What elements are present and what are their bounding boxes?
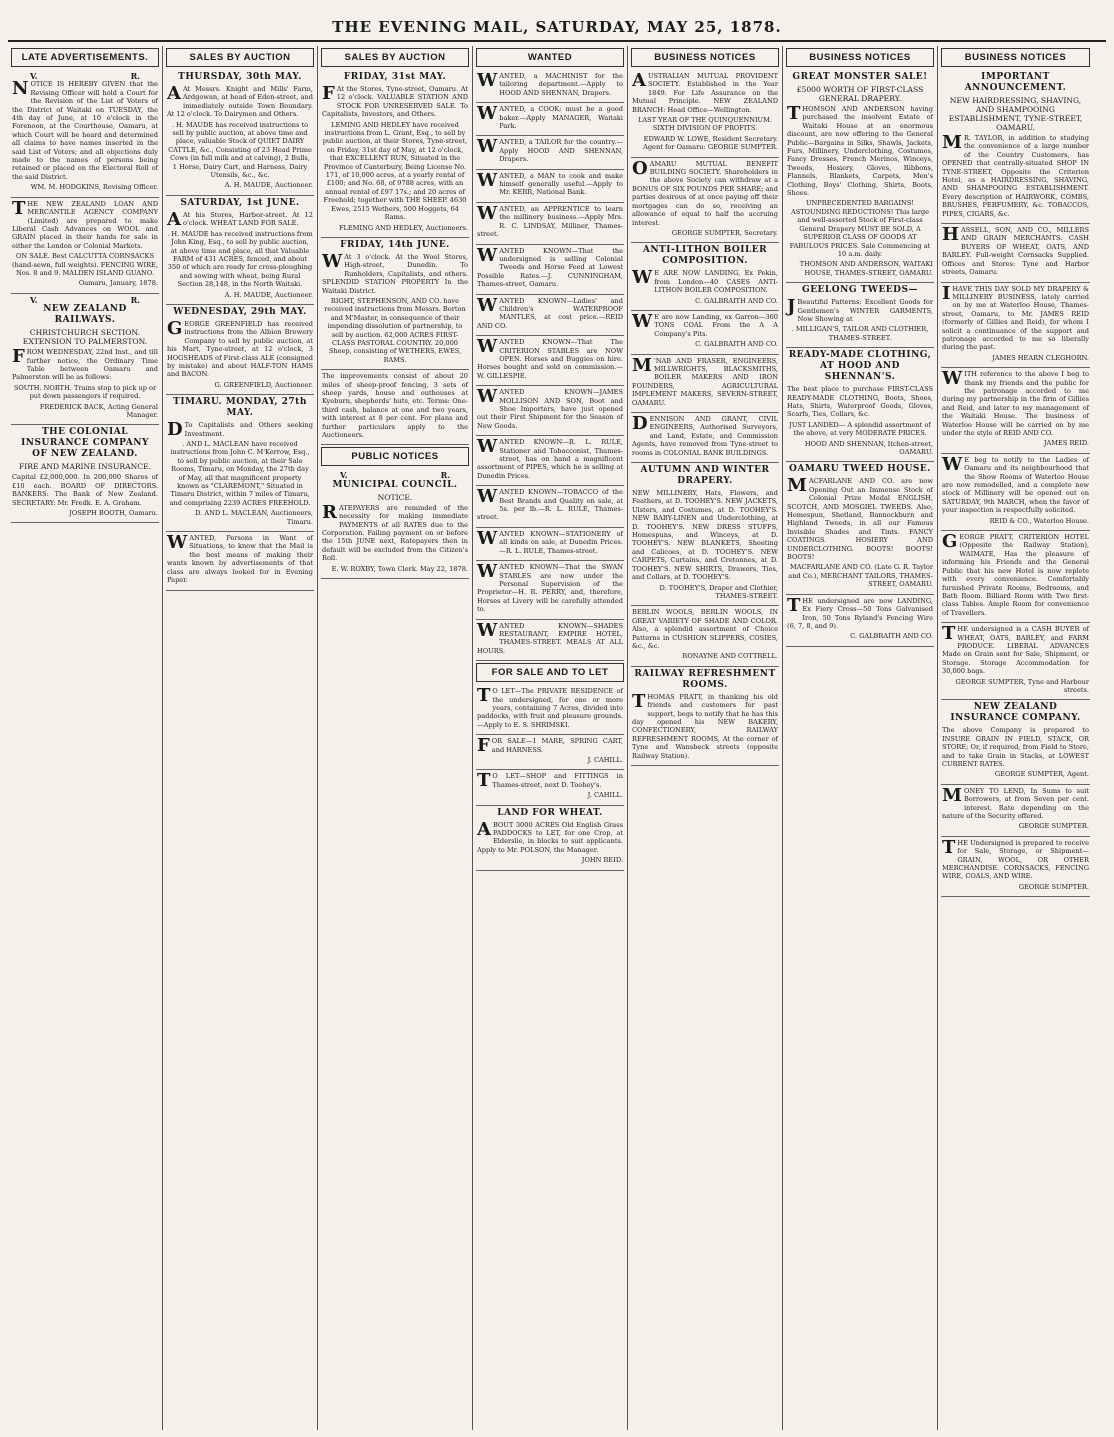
ad-subtitle: CHRISTCHURCH SECTION. EXTENSION TO PALMERSTON. [22, 328, 148, 347]
ad-body: WANTED KNOWN—JAMES MOLLISON AND SON, Boot and Shoe Importers, have just opened out their First Shipment for the Season of New Goods. [477, 386, 623, 430]
ad-detail: UNPRECEDENTED BARGAINS! ASTOUNDING REDUCTIONS! This large and well-assorted Stock of First-class General Drapery MUST BE SOLD, A SUPERIOR CLASS OF GOODS AT FABULOUS PRICES. Sale Commencing at 10 a.m. daily. [789, 199, 931, 258]
ad-body: WANTED, a MACHINIST for the tailoring department.—Apply to HOOD AND SHENNAN, Drapers. [477, 70, 623, 97]
ad-title: TIMARU. MONDAY, 27th MAY. [173, 397, 307, 419]
ad-signature: C. GALBRAITH AND CO. [850, 632, 933, 641]
column-heading: BUSINESS NOTICES [941, 48, 1090, 67]
advertisement [321, 70, 469, 238]
advertisement [941, 368, 1090, 454]
column-2 [163, 46, 318, 1430]
ad-detail: . AND L. MACLEAN have received instructions from John C. M'Kerrow, Esq., to sell by public auction, at their Sale Rooms, Timaru, on Monday, the 27th day of May, all that magnificent property known as "CLAREMONT," Situated in Timaru District, within 7 miles of Timaru, and comprising 2239 ACRES FREEHOLD. [169, 440, 311, 507]
ad-body: W At 3 o'clock. At the Wool Stores, High-street, Dunedin. To Runholders, Capitalists, and others. SPLENDID STATION PROPERTY In the Waitaki District. [322, 250, 468, 295]
column-heading: SALES BY AUCTION [166, 48, 314, 67]
advertisement [631, 413, 779, 463]
ad-body: AUSTRALIAN MUTUAL PROVIDENT SOCIETY. Established in the Year 1849. For Life Assurance on the Mutual Principle. NEW ZEALAND BRANCH: Head Office—Wellington. [632, 70, 778, 114]
advertisement [476, 806, 624, 871]
ad-signature: GEORGE SUMPTER, Agent. [994, 770, 1089, 779]
advertisement [476, 386, 624, 436]
column-6 [783, 46, 938, 1430]
column-3 [318, 46, 473, 1430]
ad-signature: THOMSON AND ANDERSON, WAITAKI HOUSE, THAMES-STREET, OAMARU. [799, 260, 933, 277]
ad-body: D To Capitalists and Others seeking Investment. [167, 419, 313, 441]
ad-body: THE Undersigned is prepared to receive for Sale, Storage, or Shipment—GRAIN, WOOL, OR OTHER MERCHANDISE. CORNSACKS, FENCING WIRE, COALS, AND WIRE. [942, 836, 1089, 881]
ad-body: W E are now Landing, ex Garron—360 TONS COAL From the A A Company's Pits. [632, 310, 778, 338]
drop-capital: T [942, 623, 956, 645]
advertisement [786, 283, 934, 348]
drop-capital: F [322, 83, 335, 104]
drop-capital: M [632, 354, 652, 376]
ad-body: HASSELL, SON, AND CO., MILLERS AND GRAIN MERCHANTS. CASH BUYERS OF WHEAT, OATS, AND BARLEY. Full-weight Cornsacks Supplied. Offices and Stores: Tyne and Harbor streets, Oamaru. [942, 224, 1089, 277]
ad-signature: J. CAHILL. [587, 791, 623, 800]
column-4 [473, 46, 628, 1430]
vr-crest [322, 471, 468, 479]
ad-signature: A. H. MAUDE, Auctioneer. [224, 290, 313, 299]
advertisement [166, 532, 314, 590]
ad-body: NEW MILLINERY, Hats, Flowers, and Feathers, at D. TOOHEY'S. NEW JACKETS, Ulsters, and Costumes, at D. TOOHEY'S. NEW BABY-LINEN and Underclothing, at D. TOOHEY'S. NEW DRESS STUFFS, Homespuns, and Winceys, at D. TOOHEY'S. NEW BLANKETS, Sheeting and Calicoes, at D. TOOHEY'S. NEW CARPETS, Curtains, and Cretonnes, at D. TOOHEY'S. NEW SHIRTS, Drawers, Ties, and Collars, at D. TOOHEY'S. [632, 489, 778, 582]
vr-letter: V. [30, 71, 38, 81]
column-heading: WANTED [476, 48, 624, 67]
drop-capital: O [632, 157, 648, 179]
advertisement [631, 355, 779, 413]
ad-signature: D. TOOHEY'S, Draper and Clothier, THAMES-STREET. [659, 583, 778, 600]
ad-body: WANTED KNOWN—That the undersigned is selling Colonial Tweeds and Horse Feed at Lowest Possible Rates.—J. CUNNINGHAM, Thames-street, Oamaru. [477, 244, 623, 289]
ad-signature: JAMES HEARN CLEGHORN. [992, 353, 1089, 362]
advertisement [11, 198, 159, 294]
ad-subtitle: NOTICE. [377, 492, 413, 502]
ad-body: THE NEW ZEALAND LOAN AND MERCANTILE AGENCY COMPANY (Limited) are prepared to make Liberal Cash Advances on WOOL and GRAIN placed in their hands for sale in either the London or Colonial Markets. [12, 197, 158, 250]
advertisement [476, 770, 624, 805]
advertisement [941, 70, 1090, 224]
drop-capital: W [942, 368, 963, 390]
drop-capital: T [477, 770, 491, 792]
drop-capital: A [167, 83, 181, 104]
ad-title: SATURDAY, 1st JUNE. [180, 197, 300, 208]
drop-capital: N [12, 78, 29, 100]
advertisement [476, 486, 624, 528]
ad-signature: RONAYNE AND COTTRELL. [682, 652, 778, 661]
ad-body: A At his Stores, Harbor-street. At 12 o'clock. WHEAT LAND FOR SALE. [167, 208, 313, 230]
advertisement [476, 561, 624, 619]
drop-capital: W [477, 527, 498, 549]
advertisement [631, 606, 779, 666]
advertisement [786, 70, 934, 283]
drop-capital: G [942, 531, 958, 553]
drop-capital: H [942, 224, 960, 246]
ad-body: WANTED KNOWN—That the SWAN STABLES are now under the Personal Supervision of the Proprietor—H. R. PERRY, and, therefore, Horses at Livery will be carefully attended to. [477, 561, 623, 614]
drop-capital: T [632, 690, 646, 712]
ad-body: WANTED KNOWN—That The CRITERION STABLES are NOW OPEN. Horses and Buggies on hire. Horses bought and sold on commission.—W. GILLESPIE. [477, 336, 623, 380]
advertisement [786, 462, 934, 594]
column-heading: BUSINESS NOTICES [631, 48, 779, 67]
column-heading: BUSINESS NOTICES [786, 48, 934, 67]
drop-capital: W [477, 386, 498, 408]
advertisement [476, 336, 624, 386]
drop-capital: T [477, 685, 491, 707]
drop-capital: W [477, 70, 498, 91]
drop-capital: W [477, 436, 498, 458]
drop-capital: D [632, 413, 648, 434]
advertisement [941, 837, 1090, 897]
advertisement [11, 294, 159, 426]
advertisement [476, 295, 624, 337]
drop-capital: A [167, 208, 181, 230]
drop-capital: W [477, 619, 498, 641]
ad-title: OAMARU TWEED HOUSE. [789, 464, 931, 475]
advertisement [631, 667, 779, 766]
ad-body: MACFARLANE AND CO. are now Opening Out an Immense Stock of Colonial Prize Medal ENGLISH, SCOTCH, AND MOSGIEL TWEEDS. Also, Homespun, Shetland, Bannockburn and Highland Tweeds, in all our Famous Invisible Shades and Tints. FANCY COATINGS. HOSIERY AND UNDERCLOTHING. BOOTS! BOOTS! BOOTS! [787, 475, 933, 562]
drop-capital: J [787, 296, 796, 318]
advertisement [476, 620, 624, 662]
ad-title: GREAT MONSTER SALE! [792, 72, 928, 82]
advertisement [476, 70, 624, 103]
drop-capital: W [477, 169, 498, 191]
ad-detail: ON SALE. Best CALCUTTA CORNSACKS (hand-sewn, full weights). FENCING WIRE, Nos. 8 and 9. MALDEN ISLAND GUANO. [12, 252, 158, 277]
masthead [0, 0, 1114, 44]
advertisement [476, 245, 624, 295]
column-heading: SALES BY AUCTION [321, 48, 469, 67]
drop-capital: G [167, 317, 183, 339]
drop-capital: W [477, 103, 498, 125]
advertisement [631, 158, 779, 244]
ad-body: DENNISON AND GRANT, CIVIL ENGINEERS, Authorised Surveyors, and Land, Estate, and Commission Agents, have removed from Tyne-street to rooms in COLONIAL BANK BUILDINGS. [632, 413, 778, 457]
advertisement [476, 170, 624, 203]
advertisement [476, 103, 624, 136]
ad-body: J Beautiful Patterns: Excellent Goods for Gentlemen's WINTER GARMENTS, Now Showing at [787, 296, 933, 323]
ad-title: IMPORTANT ANNOUNCEMENT. [964, 72, 1067, 93]
ad-signature: D. AND L. MACLEAN, Auctioneers, Timaru. [195, 509, 313, 526]
drop-capital: M [942, 132, 962, 153]
drop-capital: W [477, 294, 498, 316]
ad-body: Capital £2,000,000. In 200,000 Shares of £10 each. BOARD OF DIRECTORS. BANKERS: The Bank of New Zealand. SECRETARY: Mr. Fredk. E. A. Graham. [12, 473, 158, 507]
advertisement [476, 203, 624, 245]
vr-letter: V. [30, 294, 38, 305]
advertisement [476, 528, 624, 561]
ad-detail: SOUTH. NORTH. Trains stop to pick up or put down passengers if required. [13, 383, 157, 401]
ad-detail: RIGHT, STEPHENSON, AND CO. have received instructions from Messrs. Borton and M'Master, in consequence of their impending dissolution of partnership, to sell by auction. 62,000 ACRES FIRST-CLASS PASTORAL COUNTRY. 20,000 Sheep, consisting of WETHERS, EWES, RAMS. [324, 296, 466, 364]
drop-capital: T [787, 594, 801, 616]
section-heading: FOR SALE AND TO LET [476, 663, 624, 682]
advertisement [321, 370, 469, 445]
advertisement [786, 348, 934, 462]
advertisement [321, 238, 469, 370]
newspaper-columns [8, 46, 1106, 1430]
drop-capital: W [477, 244, 498, 266]
ad-body: OAMARU MUTUAL BENEFIT BUILDING SOCIETY. Shareholders in the above Society can withdraw at a BONUS OF SIX POUNDS PER SHARE; and parties desirous of at once paying off their mortgages can do so, receiving an allowance of equal to half the accruing interest. [632, 157, 778, 227]
drop-capital: W [322, 250, 343, 272]
advertisement [476, 136, 624, 169]
advertisement [11, 425, 159, 523]
column-heading: LATE ADVERTISEMENTS. [11, 48, 159, 67]
drop-capital: W [477, 202, 498, 224]
masthead-rule [8, 40, 1106, 42]
ad-body: THE undersigned are now LANDING, Ex Fiery Cross—50 Tons Galvanised Iron, 50 Tons Ryland's Fencing Wire (6, 7, 8, and 9). [787, 594, 933, 630]
ad-subtitle: NEW HAIRDRESSING, SHAVING, AND SHAMPOOING ESTABLISHMENT, TYNE-STREET, OAMARU. [948, 96, 1083, 132]
ad-body: WANTED, a TAILOR for the country.—Apply HOOD AND SHENNAN, Drapers. [477, 136, 623, 164]
ad-detail: LEMING AND HEDLEY have received instructions from L. Grant, Esq., to sell by public auction, at their Stores, Tyne-street, on Friday, 31st day of May, at 12 o'clock, that EXCELLENT RUN, Situated in the Province of Canterbury, Being License No. 171, of 10,000 acres, at a yearly rental of £100; and No. 68, of 9788 acres, with an annual rental of £97 17s.; and 20 acres of Freehold; together with THE SHEEP. 4630 Ewes, 2515 Wethers, 500 Hoggets, 64 Rams. [322, 120, 468, 222]
ad-title: LAND FOR WHEAT. [497, 807, 603, 818]
drop-capital: W [632, 267, 653, 289]
ad-signature: E. W. ROXBY, Town Clerk. May 22, 1878. [331, 564, 468, 573]
masthead-title: THE EVENING MAIL, SATURDAY, MAY 25, 1878. [332, 18, 782, 36]
ad-signature: JOSEPH BOOTH, Oamaru. [69, 509, 158, 518]
ad-body: WANTED KNOWN—STATIONERY of all kinds on sale, at Dunedin Prices.—R. L. RULE, Thames-street. [477, 527, 623, 555]
advertisement [941, 454, 1090, 531]
drop-capital: W [477, 486, 498, 508]
advertisement [631, 463, 779, 606]
advertisement [941, 531, 1090, 623]
advertisement [166, 395, 314, 532]
ad-subtitle: £5000 WORTH OF FIRST-CLASS GENERAL DRAPERY. [796, 85, 924, 103]
ad-signature: J. CAHILL. [587, 756, 623, 764]
ad-body: MONEY TO LEND, In Sums to suit Borrowers, at from Seven per cent. interest. Rate depending on the nature of the Security offered. [942, 784, 1089, 821]
ad-body: GEORGE PRATT, CRITERION HOTEL (Opposite the Railway Station), WAIMATE, Has the pleasure of informing his Friends and the General Public that his new Hotel is now replete with every convenience. Comfortably furnished Private Rooms, Bedrooms, and Bath Room. Billiard Room with Two first-class Tables. Ample Room for convenience of Travellers. [942, 531, 1089, 617]
ad-signature: A. H. MAUDE, Auctioneer. [224, 181, 313, 190]
ad-body: W E ARE NOW LANDING, Ex Pekin, from London—40 CASES ANTI-LITHON BOILER COMPOSITION. [632, 267, 778, 295]
drop-capital: A [632, 70, 646, 91]
ad-title: FRIDAY, 31st MAY. [343, 72, 447, 82]
advertisement [786, 595, 934, 647]
ad-body: IHAVE THIS DAY SOLD MY DRAPERY & MILLINERY BUSINESS, lately carried on by me at Waterloo House, Thames-street, Oamaru, to Mr. JAMES REID (formerly of Gillies and Reid), for whom I solicit a continuance of the support and patronage accorded to me so liberally during the past. [942, 282, 1089, 352]
ad-body: GEORGE GREENFIELD has received instructions from the Albion Brewery Company to sell by public auction, at his Mart, Tyne-street, at 12 o'clock, 3 HOGSHEADS of First-class ALE (consigned by mistake) and about HALF-TON HAMS and BACON. [167, 317, 313, 379]
vr-letter: R. [440, 470, 450, 481]
ad-body: NOTICE IS HEREBY GIVEN that the Revising Officer will hold a Court for the Revision of the List of Voters of the District of Waitaki on TUESDAY, the 4th day of June, at 10 o'clock in the Forenoon, at the Courthouse, Oamaru, at which Court will be heard and determined all claims to have names inserted in the said List of Voters; and all objections duly made to the names of persons being retained or placed on the Electoral Roll of the said District. [12, 78, 158, 181]
ad-detail: . H. MAUDE has received instructions from John King, Esq., to sell by public auction, at above time and place, all that Valuable FARM of 431 ACRES, fenced, and about 350 of which are ready for cross-ploughing and sowing with wheat, being Rural Section 28,148, in the North Waitaki. [167, 229, 313, 289]
ad-body: WANTED KNOWN—R. L. RULE, Stationer and Tobacconist, Thames-street, has on hand a magnificent assortment of PIPES, which he is selling at Dunedin Prices. [477, 436, 623, 480]
ad-body: WANTED, a MAN to cook and make himself generally useful.—Apply to Mr. KERR, National Bank. [477, 169, 623, 197]
ad-body: M R. TAYLOR, in addition to studying the convenience of a large number of the Country Customers, has OPENED that centrally-situated SHOP IN TYNE-STREET, Opposite the Criterion Hotel, as a HAIRDRESSING, SHAVING, AND SHAMPOOING ESTABLISHMENT. Every description of HAIRWORK, COMBS, BRUSHES, PERFUMERY, &c. TOBACCOS, PIPES, CIGARS, &c. [942, 132, 1089, 218]
advertisement [166, 305, 314, 395]
ad-title: MUNICIPAL COUNCIL. [332, 479, 458, 490]
ad-signature: EDWARD W. LOWE, Resident Secretary. Agent for Oamaru: GEORGE SUMPTER. [643, 134, 778, 152]
drop-capital: W [477, 336, 498, 358]
ad-title: RAILWAY REFRESHMENT ROOMS. [634, 668, 776, 690]
ad-signature: JOHN REID. [581, 856, 623, 865]
drop-capital: W [167, 532, 188, 554]
ad-body: M 'NAB AND FRASER, ENGINEERS, MILLWRIGHTS, BLACKSMITHS, BOILER MAKERS AND IRON FOUNDERS, AGRICULTURAL IMPLEMENT MAKERS, SEVERN-STREET, OAMARU. [632, 354, 778, 407]
vr-letter: R. [130, 71, 140, 81]
ad-signature: FREDERICK BACK, Acting General Manager. [39, 402, 158, 419]
advertisement [631, 243, 779, 311]
ad-body: FOR SALE—1 MARE, SPRING CART, and HARNESS. [477, 735, 623, 757]
ad-body: FROM WEDNESDAY, 22nd Inst., and till further notice, the Ordinary Time Table between Oamaru and Palmerston will be as follows: [12, 346, 158, 382]
advertisement [941, 700, 1090, 784]
vr-crest [12, 296, 158, 304]
drop-capital: W [477, 136, 498, 158]
ad-body: THE undersigned is a CASH BUYER of WHEAT, OATS, BARLEY, and FARM PRODUCE. LIBERAL ADVANCES Made on Grain sent for Sale, Shipment, or Storage. Storage Accommodation for 30,000 bags. [942, 623, 1089, 676]
ad-detail: LAST YEAR OF THE QUINQUENNIUM. SIXTH DIVISION OF PROFITS. [638, 116, 772, 133]
advertisement [941, 283, 1090, 369]
drop-capital: D [167, 419, 183, 441]
ad-detail: JUST LANDED— A splendid assortment of the above, at very MODERATE PRICES. [789, 420, 931, 438]
ad-signature: G. GREENFIELD, Auctioneer. [214, 380, 313, 389]
drop-capital: T [787, 103, 801, 124]
drop-capital: A [477, 818, 491, 840]
ad-title: ANTI-LITHON BOILER COMPOSITION. [642, 245, 768, 267]
advertisement [476, 735, 624, 770]
ad-body: The improvements consist of about 20 miles of sheep-proof fencing, 3 sets of sheep yards, house and outhouses at Kyeburn, shepherds' huts, etc. Terms: One-third cash, balance at one and two years, with interest at 8 per cent. For plans and further particulars apply to the Auctioneers. [322, 372, 468, 440]
advertisement [631, 70, 779, 158]
ad-signature: GEORGE SUMPTER, Secretary. [671, 228, 778, 237]
drop-capital: T [12, 197, 26, 219]
ad-body: T O LET—The PRIVATE RESIDENCE of the undersigned, for one or more years, containing 7 Acres, divided into paddocks, with fruit and pleasure grounds.—Apply to E. S. SHRIMSKI. [477, 685, 623, 729]
ad-signature: GEORGE SUMPTER, Tyne and Harbour streets. [955, 677, 1089, 694]
drop-capital: F [477, 735, 490, 757]
ad-body: WANTED KNOWN—TOBACCO of the Best Brands and Quality on sale, at 5s. per lb.—R. L. RULE, Thames-street. [477, 486, 623, 522]
drop-capital: W [632, 310, 653, 332]
ad-signature: WM. M. HODGKINS, Revising Officer. [30, 183, 158, 192]
advertisement [476, 436, 624, 486]
ad-body: RATEPAYERS are reminded of the necessity for making immediate PAYMENTS of all RATES due to the Corporation. Failing payment on or before the 15th JUNE next, Ratepayers then in default will be excluded from the Citizen's Roll. [322, 501, 468, 563]
drop-capital: M [942, 784, 962, 806]
column-7 [938, 46, 1093, 1430]
ad-title: READY-MADE CLOTHING, AT HOOD AND SHENNAN'S. [788, 350, 932, 383]
ad-body: THOMSON AND ANDERSON having purchased the insolvent Estate of Waitaki House at an enormous discount, are now offering to the General Public—Bargains in Silks, Shawls, Jackets, Furs, Millinery, Underclothing, Costumes, Fancy Dresses, French Merinos, Winceys, Tweeds, Hosiery, Gloves, Ribbons, Flannels, Blankets, Carpets, Men's Clothing, Boys' Clothing, Shirts, Boots, Shoes. [787, 103, 933, 198]
ad-detail: . MILLIGAN'S, TAILOR AND CLOTHIER, THAMES-STREET. [791, 325, 929, 342]
ad-body: WANTED KNOWN—Ladies' and Children's WATERPROOF MANTLES, at cost price.—REID AND CO. [477, 294, 623, 330]
ad-signature: GEORGE SUMPTER. [1018, 882, 1089, 891]
ad-title: GEELONG TWEEDS— [802, 285, 918, 296]
ad-subtitle: FIRE AND MARINE INSURANCE. [18, 462, 151, 472]
ad-body: ABOUT 3000 ACRES Old English Grass PADDOCKS to LET, for one Crop, at Elderslie, in blocks to suit applicants. Apply to Mr. POLSON, the Manager. [477, 818, 623, 854]
drop-capital: I [942, 282, 951, 304]
ad-signature: C. GALBRAITH AND CO. [695, 340, 778, 349]
drop-capital: T [942, 836, 956, 858]
ad-body: The best place to purchase FIRST-CLASS READY-MADE CLOTHING, Boots, Shoes, Hats, Shirts, Waterproof Goods, Gloves, Scarfs, Ties, Collars, &c. [787, 385, 933, 419]
drop-capital: W [942, 453, 963, 475]
ad-title: NEW ZEALAND RAILWAYS. [43, 304, 127, 326]
advertisement [941, 785, 1090, 837]
section-heading: PUBLIC NOTICES [321, 447, 469, 466]
advertisement [321, 469, 469, 579]
advertisement [166, 70, 314, 196]
drop-capital: W [477, 561, 498, 583]
ad-body: WANTED KNOWN—SHADES RESTAURANT, EMPIRE HOTEL, THAMES-STREET. MEALS AT ALL HOURS. [477, 619, 623, 655]
ad-body: THOMAS PRATT, in thanking his old friends and customers for past support, begs to notify that he has this day opened his NEW BAKERY, CONFECTIONERY, RAILWAY REFRESHMENT ROOMS, At the corner of Tyne and Wansbeck streets (opposite Railway Station). [632, 690, 778, 760]
ad-body: W E beg to notify to the Ladies of Oamaru and its neighbourhood that the Show Rooms of Waterloo House are now remodelled, and a complete new stock of Millinery will be opened out on SATURDAY, 9th MARCH, when the favor of your inspection is respectfully solicited. [942, 453, 1089, 515]
ad-title: NEW ZEALAND INSURANCE COMPANY. [950, 702, 1081, 724]
advertisement [166, 196, 314, 305]
ad-body: WANTED, a COOK; must be a good baker.—Apply MANAGER, Waitaki Park. [477, 103, 623, 131]
ad-signature: REID & CO., Waterloo House. [989, 516, 1089, 525]
ad-signature: Oamaru, January, 1878. [78, 279, 158, 288]
drop-capital: R [322, 501, 337, 523]
drop-capital: F [12, 346, 25, 368]
ad-signature: GEORGE SUMPTER. [1018, 822, 1089, 831]
ad-body: WANTED, Persons in Want of Situations, to know that the Mail is the best means of making their wants known by advertisements of that class are always looked for in Evening Paper. [167, 532, 313, 585]
ad-signature: FLEMING AND HEDLEY, Auctioneers. [338, 223, 468, 232]
ad-signature: JAMES REID. [1043, 439, 1089, 448]
ad-body: F At the Stores, Tyne-street, Oamaru. At 12 o'clock. VALUABLE STATION AND STOCK FOR UNRESERVED SALE. To Capitalists, Investors, and Others. [322, 83, 468, 119]
advertisement [11, 70, 159, 198]
vr-letter: R. [130, 294, 140, 305]
advertisement [941, 224, 1090, 282]
ad-signature: MACFARLANE AND CO. (Late G. R. Taylor and Co.), MERCHANT TAILORS, THAMES-STREET, OAMARU. [788, 563, 933, 589]
column-5 [628, 46, 783, 1430]
ad-title: AUTUMN AND WINTER DRAPERY. [640, 465, 770, 487]
drop-capital: M [787, 475, 807, 497]
ad-detail: . H. MAUDE has received instructions to sell by public auction, at above time and place, valuable Stock of QUIET DAIRY CATTLE, &c., Consisting of 23 Head Prime Cows (in full milk and at calving), 2 Bulls, 1 Horse, Dairy Cart, and Harness, Dairy Utensils, &c., &c. [168, 120, 312, 180]
ad-body: BERLIN WOOLS, BERLIN WOOLS, IN GREAT VARIETY OF SHADE AND COLOR. Also, a splendid assortment of Choice Patterns in CUSHION SLIPPERS, COSIES, &c., &c. [632, 608, 778, 650]
advertisement [941, 623, 1090, 700]
vr-letter: V. [340, 470, 348, 481]
ad-body: T O LET—SHOP and FITTINGS in Thames-street, next D. Toohey's. [477, 770, 623, 792]
ad-title: THURSDAY, 30th MAY. [178, 72, 302, 82]
ad-title: WEDNESDAY, 29th MAY. [173, 306, 307, 317]
ad-body: The above Company is prepared to INSURE GRAIN IN FIELD, STACK, OR STORE; Or, if required, from Field to Store, and to take Grain in Stacks, at LOWEST CURRENT RATES. [942, 726, 1089, 768]
ad-body: WANTED, an APPRENTICE to learn the millinery business.—Apply Mrs. R. C. LINDSAY, Milliner, Thames-street. [477, 202, 623, 239]
ad-title: FRIDAY, 14th JUNE. [340, 239, 450, 250]
ad-signature: HOOD AND SHENNAN, Itchen-street, OAMARU. [804, 439, 933, 456]
column-1 [8, 46, 163, 1430]
ad-signature: C. GALBRAITH AND CO. [695, 296, 778, 305]
ad-body: A At Messrs. Knight and Mills' Farm, Ardgowan, at head of Eden-street, and immediately outside Town Boundary. At 12 o'clock. To Dairymen and Others. [167, 83, 313, 119]
advertisement [631, 311, 779, 355]
ad-body: WITH reference to the above I beg to thank my friends and the public for the patronage accorded to me during my partnership in the firm of Gillies and Reid, and later to my management of the Waitaki House. The business of Waterloo House will be carried on by me under the style of REID AND CO. [942, 368, 1089, 437]
ad-title: THE COLONIAL INSURANCE COMPANY OF NEW ZEALAND. [21, 427, 149, 460]
advertisement [476, 685, 624, 735]
